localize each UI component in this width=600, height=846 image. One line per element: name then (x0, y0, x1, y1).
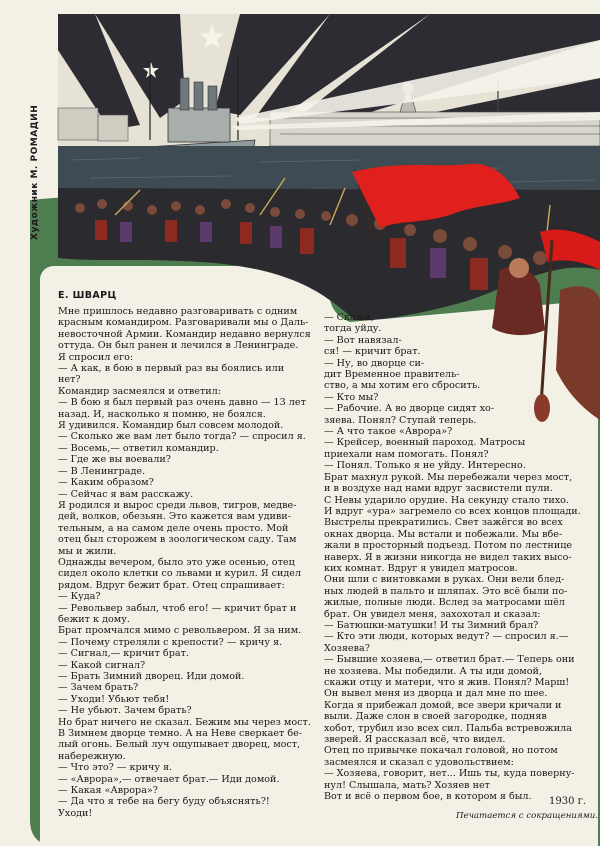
story-line: — Рабочие. А во дворце сидят хо- (324, 403, 495, 415)
story-line: — В Ленинграде. (58, 465, 146, 477)
story-line: Он вывел меня из дворца и дал мне по шее. (324, 688, 548, 700)
story-line: — Восемь,— ответил командир. (58, 442, 219, 454)
story-line: жали в просторный подъезд. Потом по лестнице (324, 540, 573, 552)
story-line: — Ну, во дворце си- (324, 357, 425, 369)
story-line: отец был сторожем в зоологическом саду. Там (58, 534, 297, 546)
story-line: — Бывшие хозяева,— ответил брат.— Теперь они (324, 654, 575, 666)
story-line: Я удивился. Командир был совсем молодой. (58, 420, 284, 432)
story-line: Я родился и вырос среди львов, тигров, медве- (58, 499, 297, 511)
story-line: — Сейчас я вам расскажу. (58, 488, 194, 500)
story-line: зверей. Я рассказал всё, что видел. (324, 734, 506, 746)
story-line: — Почему стреляли с крепости? — кричу я. (58, 636, 283, 648)
story-line: ких комнат. Вдруг я увидел матросов. (324, 562, 518, 574)
story-line: засмеялся и сказал с удовольствием: (324, 756, 514, 768)
story-line: мы и жили. (58, 545, 117, 557)
story-line: — Зачем брать? (58, 682, 139, 694)
story-line: — Уходи! Убьют тебя! (58, 693, 170, 705)
story-line: Я спросил его: (58, 351, 134, 363)
story-line: Однажды вечером, было это уже осенью, отец (58, 556, 295, 568)
story-line: — «Аврора»,— отвечает брат.— Иди домой. (58, 773, 280, 785)
story-line: назад. И, насколько я помню, не боялся. (58, 408, 266, 420)
story-line: зяева. Понял? Ступай теперь. (324, 414, 477, 426)
story-line: — Сколько же вам лет было тогда? — спросил я. (58, 431, 306, 443)
story-line: — Крейсер, военный пароход. Матросы (324, 437, 526, 449)
story-line: ство, а мы хотим его сбросить. (324, 380, 481, 392)
story-line: невосточной Армии. Командир недавно вернулся (58, 328, 311, 340)
story-line: — Хозяева, говорит, нет... Ишь ты, куда поверну- (324, 768, 575, 780)
story-line: — Что это? — кричу я. (58, 762, 173, 774)
story-line: Брат промчался мимо с револьвером. Я за ним. (58, 625, 302, 637)
story-line: — Кто эти люди, которых ведут? — спросил я.— (324, 631, 569, 643)
story-line: — Куда? (58, 591, 101, 603)
story-line: Вот и всё о первом бое, в котором я был. (324, 791, 532, 803)
story-line: тельным, а на самом деле очень просто. Мой (58, 522, 289, 534)
story-line: Уходи! (58, 807, 93, 819)
story-line: Командир засмеялся и ответил: (58, 385, 221, 397)
story-line: — Револьвер забыл, чтоб его! — кричит брат и (58, 602, 297, 614)
illustrator-credit-text: Художник М. РОМАДИН (30, 104, 40, 240)
story-line: С Невы ударило орудие. На секунду стало тихо. (324, 494, 569, 506)
story-line: дит Временное правитель- (324, 369, 460, 381)
story-line: дей, волков, обезьян. Это кажется вам удиви- (58, 511, 291, 523)
story-line: — Сигнал,— кричит брат. (58, 648, 189, 660)
story-line: нул! Слышала, мать? Хозяев нет (324, 779, 490, 791)
story-line: набережную. (58, 750, 126, 762)
story-column-left (58, 306, 312, 819)
story-line: красным командиром. Разговаривали мы о Даль- (58, 317, 309, 329)
story-line: выли. Даже слон в своей загородке, подняв (324, 711, 547, 723)
story-line: — Каким образом? (58, 477, 154, 489)
river-neva (58, 146, 600, 190)
story-line: В Зимнем дворце темно. А на Неве сверкает бе- (58, 728, 303, 740)
story-line: Отец по привычке покачал головой, но потом (324, 745, 558, 757)
story-column-right (324, 312, 594, 802)
story-line: брат. Он увидел меня, захохотал и сказал: (324, 608, 541, 620)
story-line: жилые, полные люди. Вслед за матросами шёл (324, 597, 565, 609)
story-line: наверх. Я в жизни никогда не видел таких высо- (324, 551, 572, 563)
story-line: Брат махнул рукой. Мы перебежали через мост, (324, 471, 573, 483)
story-line: — Скажи, (324, 312, 374, 323)
story-line: Но брат ничего не сказал. Бежим мы через мост. (58, 716, 311, 728)
story-line: не хозяева. Мы победили. А ты иди домой, (324, 665, 542, 677)
story-line: приехали нам помогать. Понял? (324, 448, 489, 460)
publication-year: 1930 г. (549, 796, 587, 807)
illustrator-credit (30, 20, 46, 240)
story-line: хобот, трубил изо всех сил. Пальба встревожила (324, 722, 572, 734)
story-line: Когда я прибежал домой, все звери кричали и (324, 699, 562, 711)
story-line: — Не убьют. Зачем брать? (58, 705, 192, 717)
story-line: — Батюшки-матушки! И ты Зимний брал? (324, 619, 539, 631)
story-line: Мне пришлось недавно разговаривать с одним (58, 306, 298, 317)
abridged-note: Печатается с сокращениями. (456, 811, 599, 821)
story-line: — А что такое «Аврора»? (324, 426, 453, 438)
story-line: бежит к дому. (58, 613, 130, 625)
story-line: окнах дворца. Мы встали и побежали. Мы вбе- (324, 528, 563, 540)
story-line: — Где же вы воевали? (58, 454, 171, 466)
story-line: И вдруг «ура» загремело со всех концов площади. (324, 505, 581, 517)
story-line: — Кто мы? (324, 391, 379, 403)
story-line: — Какая «Аврора»? (58, 785, 158, 797)
story-line: Выстрелы прекратились. Свет зажёгся во всех (324, 517, 563, 529)
story-line: — Вот навязал- (324, 334, 402, 346)
story-line: скажи отцу и матери, что я жив. Понял? Марш! (324, 677, 570, 688)
story-line: оттуда. Он был ранен и лечился в Ленинграде. (58, 340, 299, 352)
story-line: — Понял. Только я не уйду. Интересно. (324, 460, 526, 472)
story-line: лый огонь. Белый луч ощупывает дворец, мост, (58, 739, 301, 751)
story-line: Они шли с винтовками в руках. Они вели блед- (324, 574, 565, 586)
story-line: тогда уйду. (324, 323, 382, 335)
story-line: — В бою я был первый раз очень давно — 13 лет (58, 397, 306, 409)
story-line: — Какой сигнал? (58, 659, 146, 671)
story-line: сидел около клетки со львами и курил. Я сидел (58, 568, 302, 580)
story-line: рядом. Вдруг бежит брат. Отец спрашивает: (58, 579, 285, 591)
story-line: — А как, в бою в первый раз вы боялись или (58, 363, 285, 375)
story-line: ных людей в пальто и шляпах. Это всё были по- (324, 585, 568, 597)
story-line: ся! — кричит брат. (324, 346, 421, 358)
story-line: — Брать Зимний дворец. Иди домой. (58, 671, 245, 682)
story-line: Хозяева? (324, 642, 370, 654)
author-name: Е. ШВАРЦ (58, 290, 117, 301)
story-line: нет? (58, 374, 81, 386)
story-line: и в воздухе над нами вдруг засвистели пули. (324, 483, 553, 495)
story-line: — Да что я тебе на бегу буду объяснять?! (58, 796, 270, 808)
